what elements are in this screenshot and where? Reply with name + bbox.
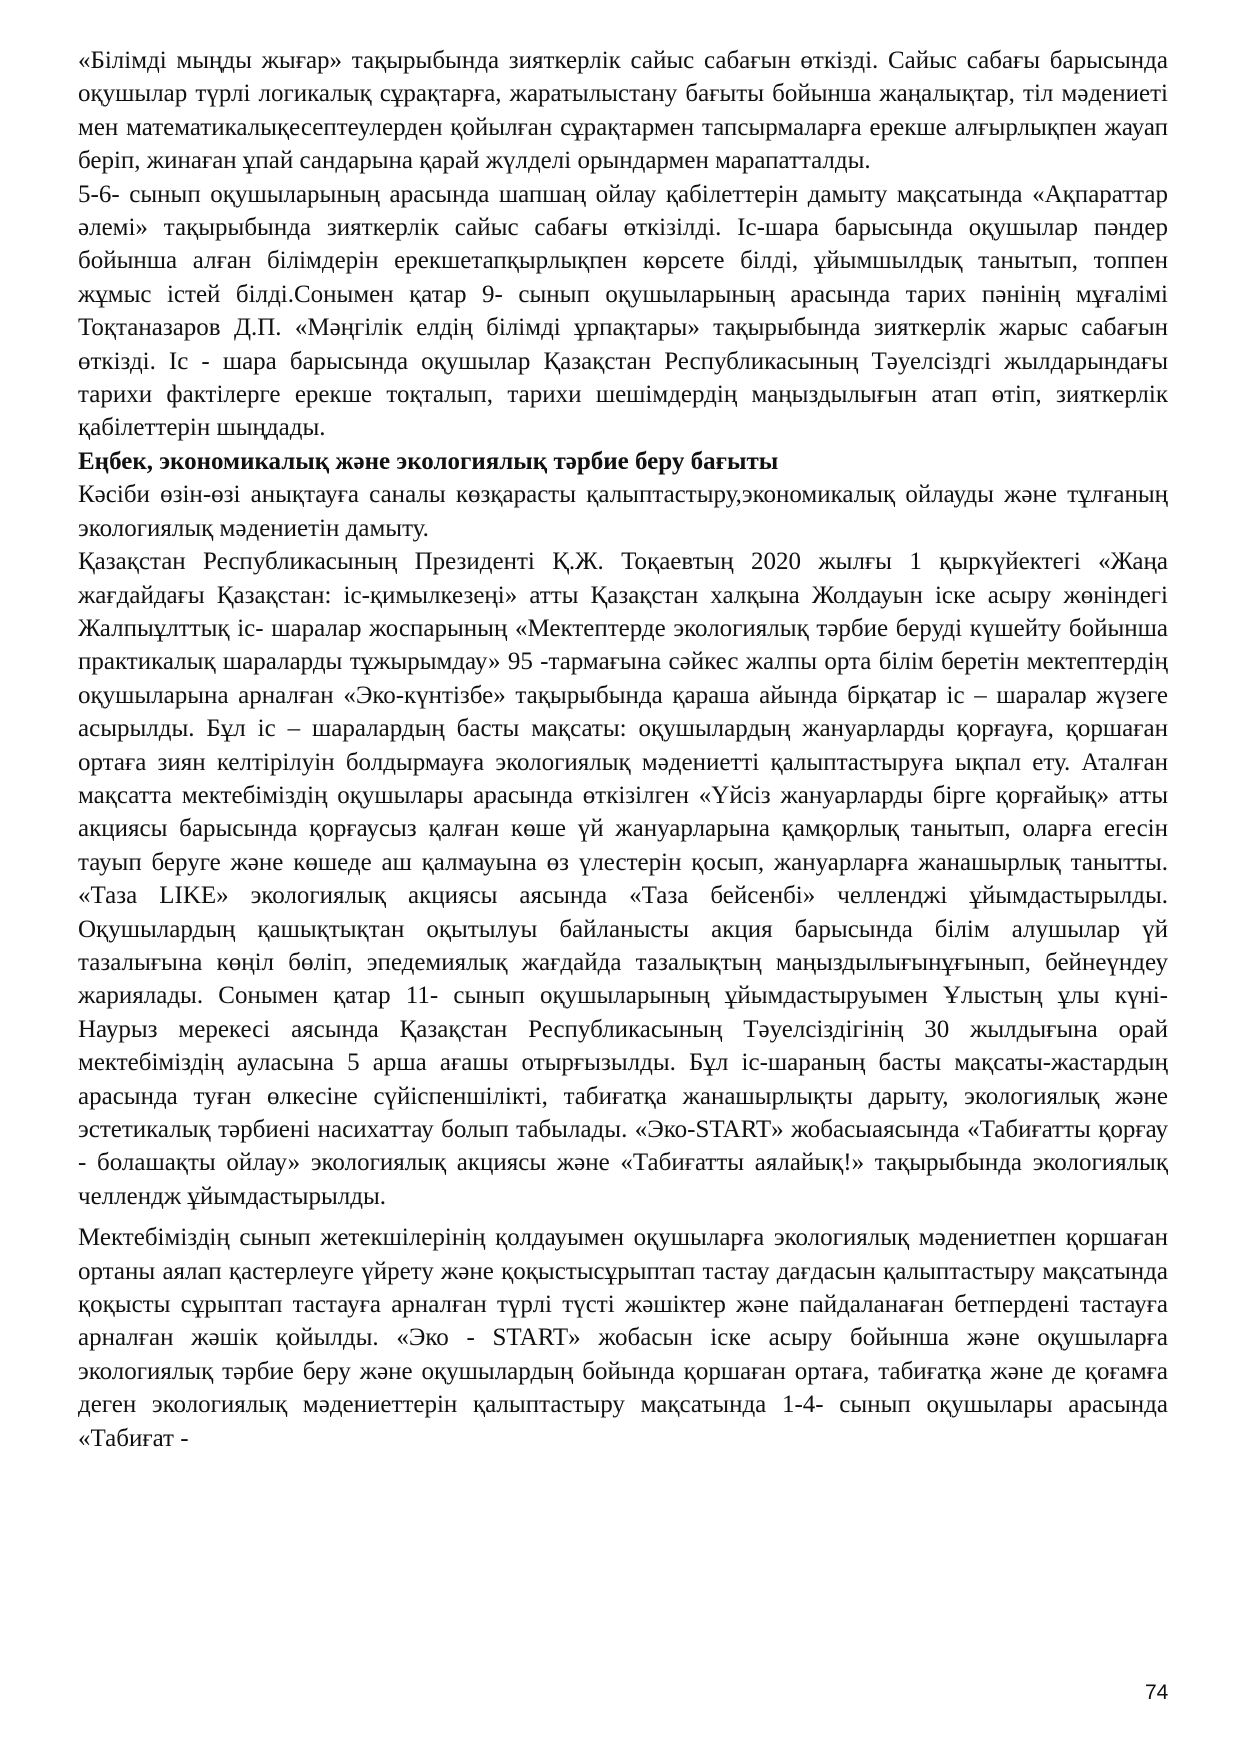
paragraph-eco-calendar: Қазақстан Республикасының Президенті Қ.Ж. Тоқаевтың 2020 жылғы 1 қыркүйектегі «Жаңа жағдайдағы Қазақстан: іс-қимылкезеңі» атты Қазақстан халқына Жолдауын іске асыру жөніндегі Жалпыұлттық іс- шаралар жоспарының «Мектептерде экологиялық тәрбие беруді күшейту бойынша практикалық шараларды тұжырымдау» 95 -тармағына сәйкес жалпы орта білім беретін мектептердің оқушыларына арналған «Эко-күнтізбе» тақырыбында қараша айында бірқатар іс – шаралар жүзеге асырылды. Бұл іс – шаралардың басты мақсаты: оқушылардың жануарларды қорғауға, қоршаған ортаға зиян келтірілуін болдырмауға экологиялық мәдениетті қалыптастыруға ықпал ету. Аталған мақсатта мектебіміздің оқушылары арасында өткізілген «Үйсіз жануарларды бірге қорғайық» атты акциясы барысында қорғаусыз қалған көше үй жануарларына қамқорлық танытып, оларға егесін тауып беруге және көшеде аш қалмауына өз үлестерін қосып, жануарларға жанашырлық танытты. «Таза LIKE» экологиялық акциясы аясында «Таза бейсенбі» челленджі ұйымдастырылды. Оқушылардың қашықтықтан оқытылуы байланысты акция барысында білім алушылар үй тазалығына көңіл бөліп, эпедемиялық жағдайда тазалықтың маңыздылығынұғынып, бейнеүндеу жариялады. Сонымен қатар 11- сынып оқушыларының ұйымдастыруымен Ұлыстың ұлы күні- Наурыз мерекесі аясында Қазақстан Республикасының Тәуелсіздігінің 30 жылдығына орай мектебіміздің ауласына 5 арша ағашы отырғызылды. Бұл іс-шараның басты мақсаты-жастардың арасында туған өлкесіне сүйіспеншілікті, табиғатқа жанашырлықты дарыту, экологиялық және эстетикалық тәрбиені насихаттау болып табылады. «Эко-START» жобасыаясында «Табиғатты қорғау - болашақты ойлау» экологиялық акциясы және «Табиғатты аялайық!» тақырыбында экологиялық челлендж ұйымдастырылды. xyxy=(78,548,1168,1210)
section-heading: Еңбек, экономикалық және экологиялық тәрбие беру бағыты xyxy=(78,447,779,475)
page-number: 74 xyxy=(1145,1681,1169,1704)
paragraph-information-world: 5-6- сынып оқушыларының арасында шапшаң ойлау қабілеттерін дамыту мақсатында «Ақпараттар әлемі» тақырыбында зияткерлік сайыс сабағы өткізілді. Іс-шара барысында оқушылар пәндер бойынша алған білімдерін ерекшетапқырлықпен көрсете білді, ұйымшылдық танытып, топпен жұмыс істей білді.Сонымен қатар 9- сынып оқушыларының арасында тарих пәнінің мұғалімі Тоқтаназаров Д.П. «Мәңгілік елдің білімді ұрпақтары» тақырыбында зияткерлік жарыс сабағын өткізді. Іс - шара барысында оқушылар Қазақстан Республикасының Тәуелсіздгі жылдарындағы тарихи фактілерге ерекше тоқталып, тарихи шешімдердің маңыздылығын атап өтіп, зияткерлік қабілеттерін шыңдады. xyxy=(78,180,1168,442)
paragraph-section-goal: Кәсіби өзін-өзі анықтауға саналы көзқарасты қалыптастыру,экономикалық ойлауды және тұлғаның экологиялық мәдениетін дамыту. xyxy=(78,481,1168,542)
paragraph-waste-sorting: Мектебіміздің сынып жетекшілерінің қолдауымен оқушыларға экологиялық мәдениетпен қоршаған ортаны аялап қастерлеуге үйрету және қоқыстысұрыптап тастау дағдасын қалыптастыру мақсатында қоқысты сұрыптап тастауға арналған түрлі түсті жәшіктер және пайдаланаған бетпердені тастауға арналған жәшік қойылды. «Эко - START» жобасын іске асыру бойынша және оқушыларға экологиялық тәрбие беру және оқушылардың бойында қоршаған ортаға, табиғатқа және де қоғамға деген экологиялық мәдениеттерін қалыптастыру мақсатында 1-4- сынып оқушылары арасында «Табиғат - xyxy=(78,1224,1168,1452)
document-page xyxy=(78,44,1168,1455)
paragraph-intellectual-contest: «Білімді мыңды жығар» тақырыбында зияткерлік сайыс сабағын өткізді. Сайыс сабағы барысында оқушылар түрлі логикалық сұрақтарға, жаратылыстану бағыты бойынша жаңалықтар, тіл мәдениеті мен математикалықесептеулерден қойылған сұрақтармен тапсырмаларға ерекше алғырлықпен жауап беріп, жинаған ұпай сандарына қарай жүлделі орындармен марапатталды. xyxy=(78,47,1168,175)
